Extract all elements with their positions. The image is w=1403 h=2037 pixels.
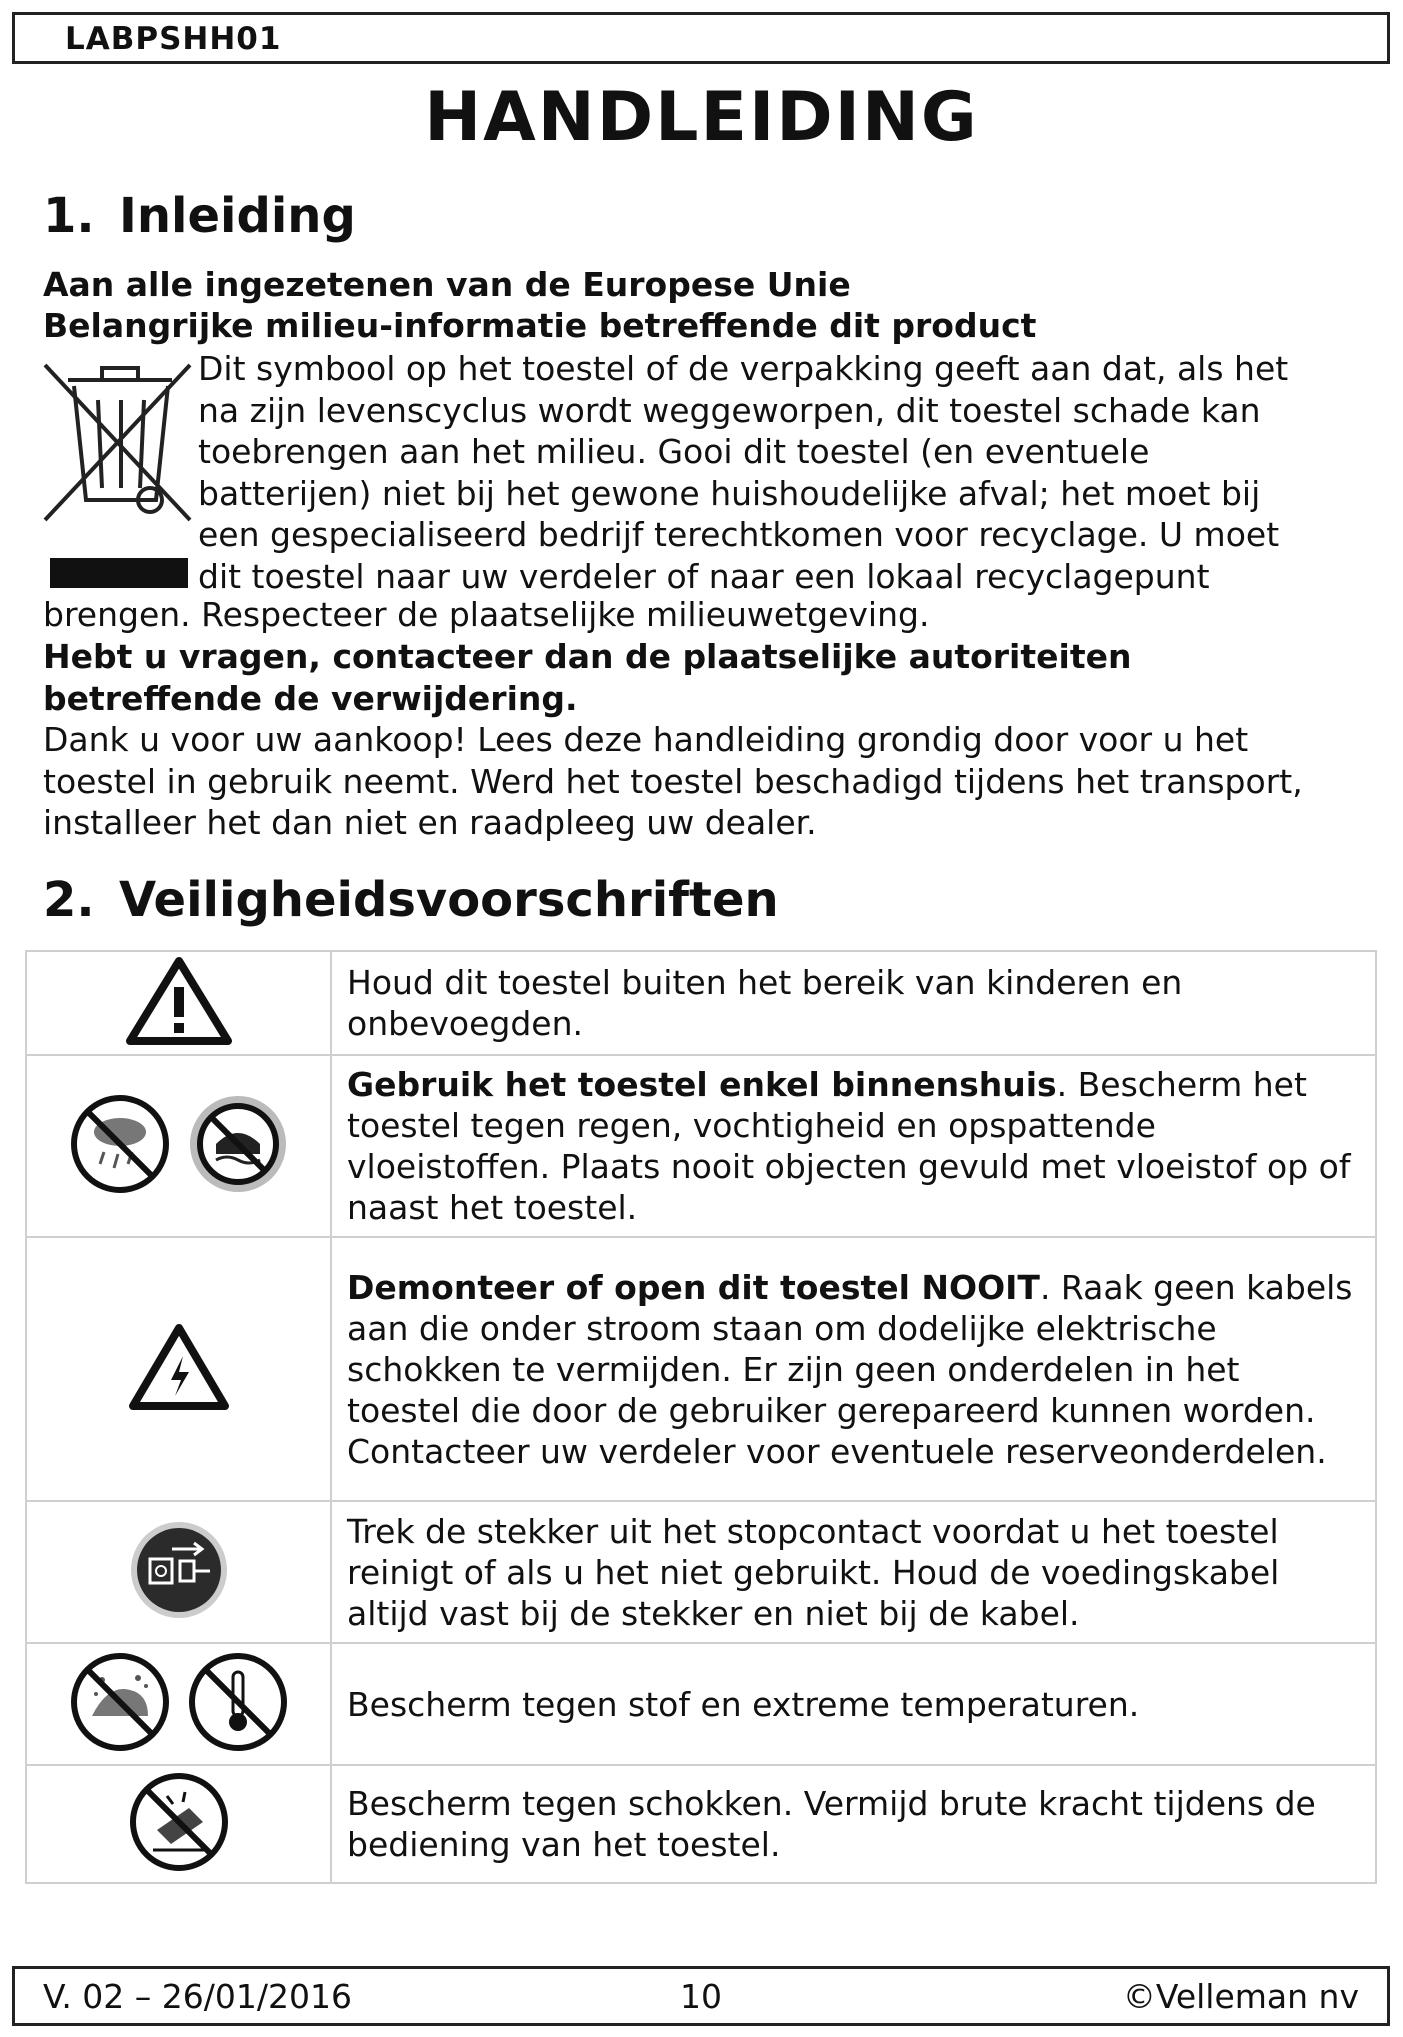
weee-paragraph [198, 348, 1288, 597]
safety-icon-cell [26, 1237, 331, 1501]
warning-triangle-icon [124, 955, 234, 1047]
header-box [12, 12, 1390, 64]
safety-body: Bescherm tegen schokken. Vermijd brute kracht tijdens de bediening van het toestel. [347, 1784, 1316, 1864]
footer-box [12, 1966, 1390, 2026]
safety-row [26, 951, 1376, 1055]
model-number: LABPSHH01 [65, 21, 282, 57]
safety-icon-cell [26, 951, 331, 1055]
page-title: HANDLEIDING [424, 78, 979, 157]
no-dust-icon [68, 1650, 172, 1754]
safety-icon-cell [26, 1501, 331, 1643]
safety-row [26, 1237, 1376, 1501]
contact-authorities-line-1: Hebt u vragen, contacteer dan de plaatselijke autoriteiten [43, 637, 1132, 676]
safety-body: . Bescherm het toestel tegen regen, vochtigheid en opspattende vloeistoffen. Plaats nooit objecten gevuld met vloeistof op of naast het toestel. [347, 1065, 1351, 1227]
safety-text [331, 951, 1376, 1055]
safety-bold: Gebruik het toestel enkel binnenshuis [347, 1065, 1057, 1104]
safety-row [26, 1501, 1376, 1643]
section-2-number: 2. [43, 872, 95, 928]
safety-text [331, 1643, 1376, 1765]
weee-bin-icon [40, 360, 200, 590]
weee-line: na zijn levenscyclus wordt weggeworpen, dit toestel schade kan [198, 390, 1261, 430]
thanks-line: installeer het dan niet en raadpleeg uw dealer. [43, 803, 817, 842]
no-liquid-icon [186, 1092, 290, 1196]
thanks-line: Dank u voor uw aankoop! Lees deze handleiding grondig door voor u het [43, 720, 1249, 759]
safety-body: Bescherm tegen stof en extreme temperaturen. [347, 1684, 1140, 1724]
no-rain-icon [68, 1092, 172, 1196]
contact-authorities-line-2: betreffende de verwijdering. [43, 679, 578, 718]
safety-row [26, 1765, 1376, 1883]
no-shock-impact-icon [127, 1770, 231, 1874]
electric-shock-warning-icon [127, 1322, 231, 1412]
safety-row [26, 1055, 1376, 1237]
safety-table [25, 950, 1377, 1884]
copyright: ©Velleman nv [1122, 1977, 1359, 2016]
safety-row [26, 1643, 1376, 1765]
version-date: V. 02 – 26/01/2016 [43, 1977, 352, 2016]
section-1-number: 1. [43, 188, 95, 244]
safety-text [331, 1055, 1376, 1237]
safety-body: Houd dit toestel buiten het bereik van kinderen en onbevoegden. [347, 963, 1183, 1043]
safety-icon-cell [26, 1765, 331, 1883]
weee-last-line: brengen. Respecteer de plaatselijke milieuwetgeving. [43, 595, 930, 634]
safety-text [331, 1237, 1376, 1501]
unplug-icon [128, 1519, 230, 1621]
safety-body: . Raak geen kabels aan die onder stroom staan om dodelijke elektrische schokken te vermijden. Er zijn geen onderdelen in het toestel die door de gebruiker gerepareerd kunnen worden. Contacteer uw verdeler voor eventuele reserveonderdelen. [347, 1267, 1353, 1471]
weee-line: batterijen) niet bij het gewone huishoudelijke afval; het moet bij [198, 473, 1261, 513]
section-2-title: Veiligheidsvoorschriften [119, 872, 779, 928]
section-1-title: Inleiding [119, 188, 356, 244]
section-1-heading [43, 188, 356, 244]
thanks-line: toestel in gebruik neemt. Werd het toestel beschadigd tijdens het transport, [43, 761, 1303, 801]
safety-icon-cell [26, 1643, 331, 1765]
safety-text [331, 1501, 1376, 1643]
safety-body: Trek de stekker uit het stopcontact voordat u het toestel reinigt of als u het niet gebruikt. Houd de voedingskabel altijd vast bij de stekker en niet bij de kabel. [347, 1511, 1280, 1633]
eu-residents-line: Aan alle ingezetenen van de Europese Unie [43, 265, 851, 304]
safety-icon-cell [26, 1055, 331, 1237]
safety-text [331, 1765, 1376, 1883]
thanks-paragraph [43, 719, 1303, 844]
weee-line: dit toestel naar uw verdeler of naar een lokaal recyclagepunt [198, 556, 1210, 596]
safety-bold: Demonteer of open dit toestel NOOIT [347, 1267, 1040, 1307]
no-extreme-temperature-icon [186, 1650, 290, 1754]
section-2-heading [43, 872, 779, 928]
weee-line: Dit symbool op het toestel of de verpakking geeft aan dat, als het [198, 349, 1289, 388]
weee-line: toebrengen aan het milieu. Gooi dit toestel (en eventuele [198, 432, 1150, 471]
weee-line: een gespecialiseerd bedrijf terechtkomen voor recyclage. U moet [198, 515, 1280, 554]
page-number: 10 [680, 1977, 722, 2016]
env-info-line: Belangrijke milieu-informatie betreffende dit product [43, 306, 1037, 345]
